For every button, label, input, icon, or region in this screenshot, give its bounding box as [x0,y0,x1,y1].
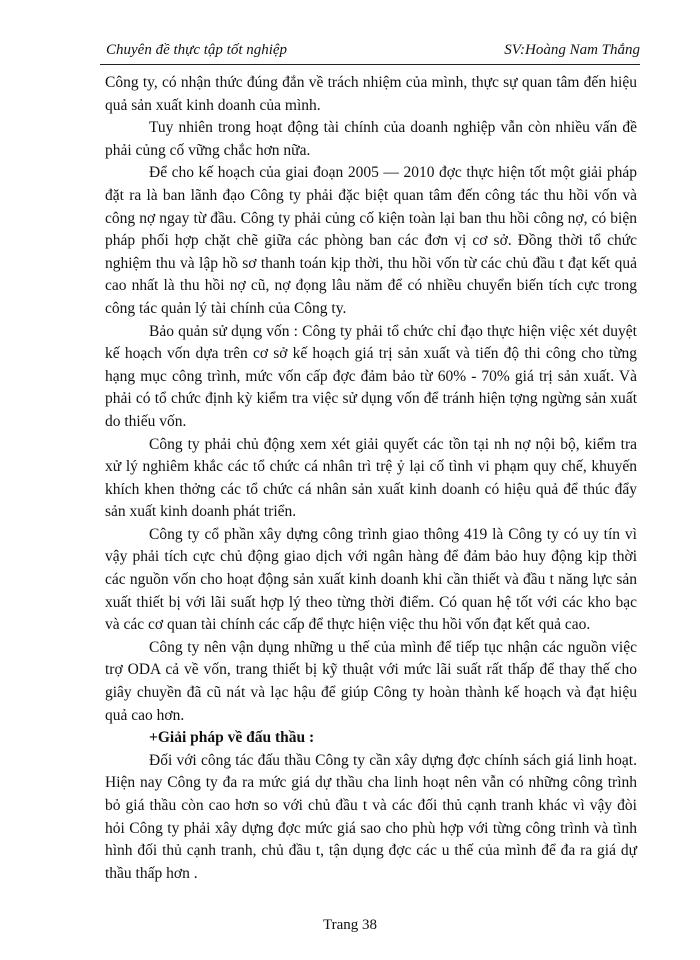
page-number: Trang 38 [322,917,378,933]
paragraph-2: Tuy nhiên trong hoạt động tài chính của doanh nghiệp vẫn còn nhiều vấn đề phải củng cố vững chắc hơn nữa. [105,119,637,159]
document-body [105,72,637,885]
paragraph-3: Để cho kế hoạch của giai đoạn 2005 — 2010 đợc thực hiện tốt một giải pháp đặt ra là ban lãnh đạo Công ty phải đặc biệt quan tâm đến công tác thu hồi vốn và công nợ ngay từ đầu. Công ty phải củng cố kiện toàn lại ban thu hồi công nợ, có biện pháp phối hợp chặt chẽ giữa các phòng ban các đơn vị cơ sở. Đồng thời tổ chức nghiệm thu và lập hồ sơ thanh toán kịp thời, thu hồi vốn từ các chủ đầu t đạt kết quả cao nhất là thu hồi nợ cũ, nợ đọng lâu năm để có nhiều chuyển biến tích cực trong công tác quản lý tài chính của Công ty. [105,164,637,317]
paragraph-6: Công ty cổ phần xây dựng công trình giao thông 419 là Công ty có uy tín vì vậy phải tích cực chủ động giao dịch với ngân hàng để đảm bảo huy động kịp thời các nguồn vốn cho hoạt động sản xuất kinh doanh khi cần thiết và đầu t năng lực sản xuất thiết bị với lãi suất hợp lý theo từng thời điểm. Có quan hệ tốt với các kho bạc và các cơ quan tài chính các cấp để thực hiện việc thu hồi vốn đạt kết quả cao. [105,525,637,634]
page-header [100,40,640,65]
paragraph-4: Bảo quản sử dụng vốn : Công ty phải tổ chức chỉ đạo thực hiện việc xét duyệt kế hoạch vốn dựa trên cơ sở kế hoạch giá trị sản xuất và tiến độ thi công cho từng hạng mục công trình, mức vốn cấp đợc đảm bảo từ 60% - 70% giá trị sản xuất. Và phải có tổ chức định kỳ kiểm tra việc sử dụng vốn để tránh hiện tợng ngừng sản xuất do thiếu vốn. [105,322,637,430]
paragraph-7: Công ty nên vận dụng những u thế của mình để tiếp tục nhận các nguồn việc trợ ODA cả về vốn, trang thiết bị kỹ thuật với mức lãi suất rất thấp để thay thế cho giây chuyền đã cũ nát và lạc hậu để giúp Công ty hoàn thành kế hoạch và đạt hiệu quả cao hơn. [105,638,637,724]
header-title: Chuyên đề thực tập tốt nghiệp [106,42,288,58]
paragraph-1: Công ty, có nhận thức đúng đắn về trách nhiệm của mình, thực sự quan tâm đến hiệu quả sản xuất kinh doanh của mình. [105,74,637,114]
header-author: SV:Hoàng Nam Thắng [504,42,640,58]
paragraph-5: Công ty phải chủ động xem xét giải quyết các tồn tại nh nợ nội bộ, kiểm tra xử lý nghiêm khắc các tổ chức cá nhân trì trệ ỷ lại cố tình vi phạm quy chế, khuyến khích khen thởng các tổ chức cá nhân sản xuất kinh doanh có hiệu quả để thúc đẩy sản xuất kinh doanh phát triển. [105,435,637,521]
paragraph-8: Đối với công tác đấu thầu Công ty cần xây dựng đợc chính sách giá linh hoạt. Hiện nay Công ty đa ra mức giá dự thầu cha linh hoạt nên vẫn có những công trình bỏ giá thầu còn cao hơn so với chủ đầu t và các đối thủ cạnh tranh khác vì vậy đòi hỏi Công ty phải xây dựng đợc mức giá sao cho phù hợp với từng công trình và tình hình đối thủ cạnh tranh, chủ đầu t, tận dụng đợc các u thế của mình để đa ra giá dự thầu thấp hơn . [105,751,637,882]
section-heading: +Giải pháp về đấu thầu : [149,729,315,747]
